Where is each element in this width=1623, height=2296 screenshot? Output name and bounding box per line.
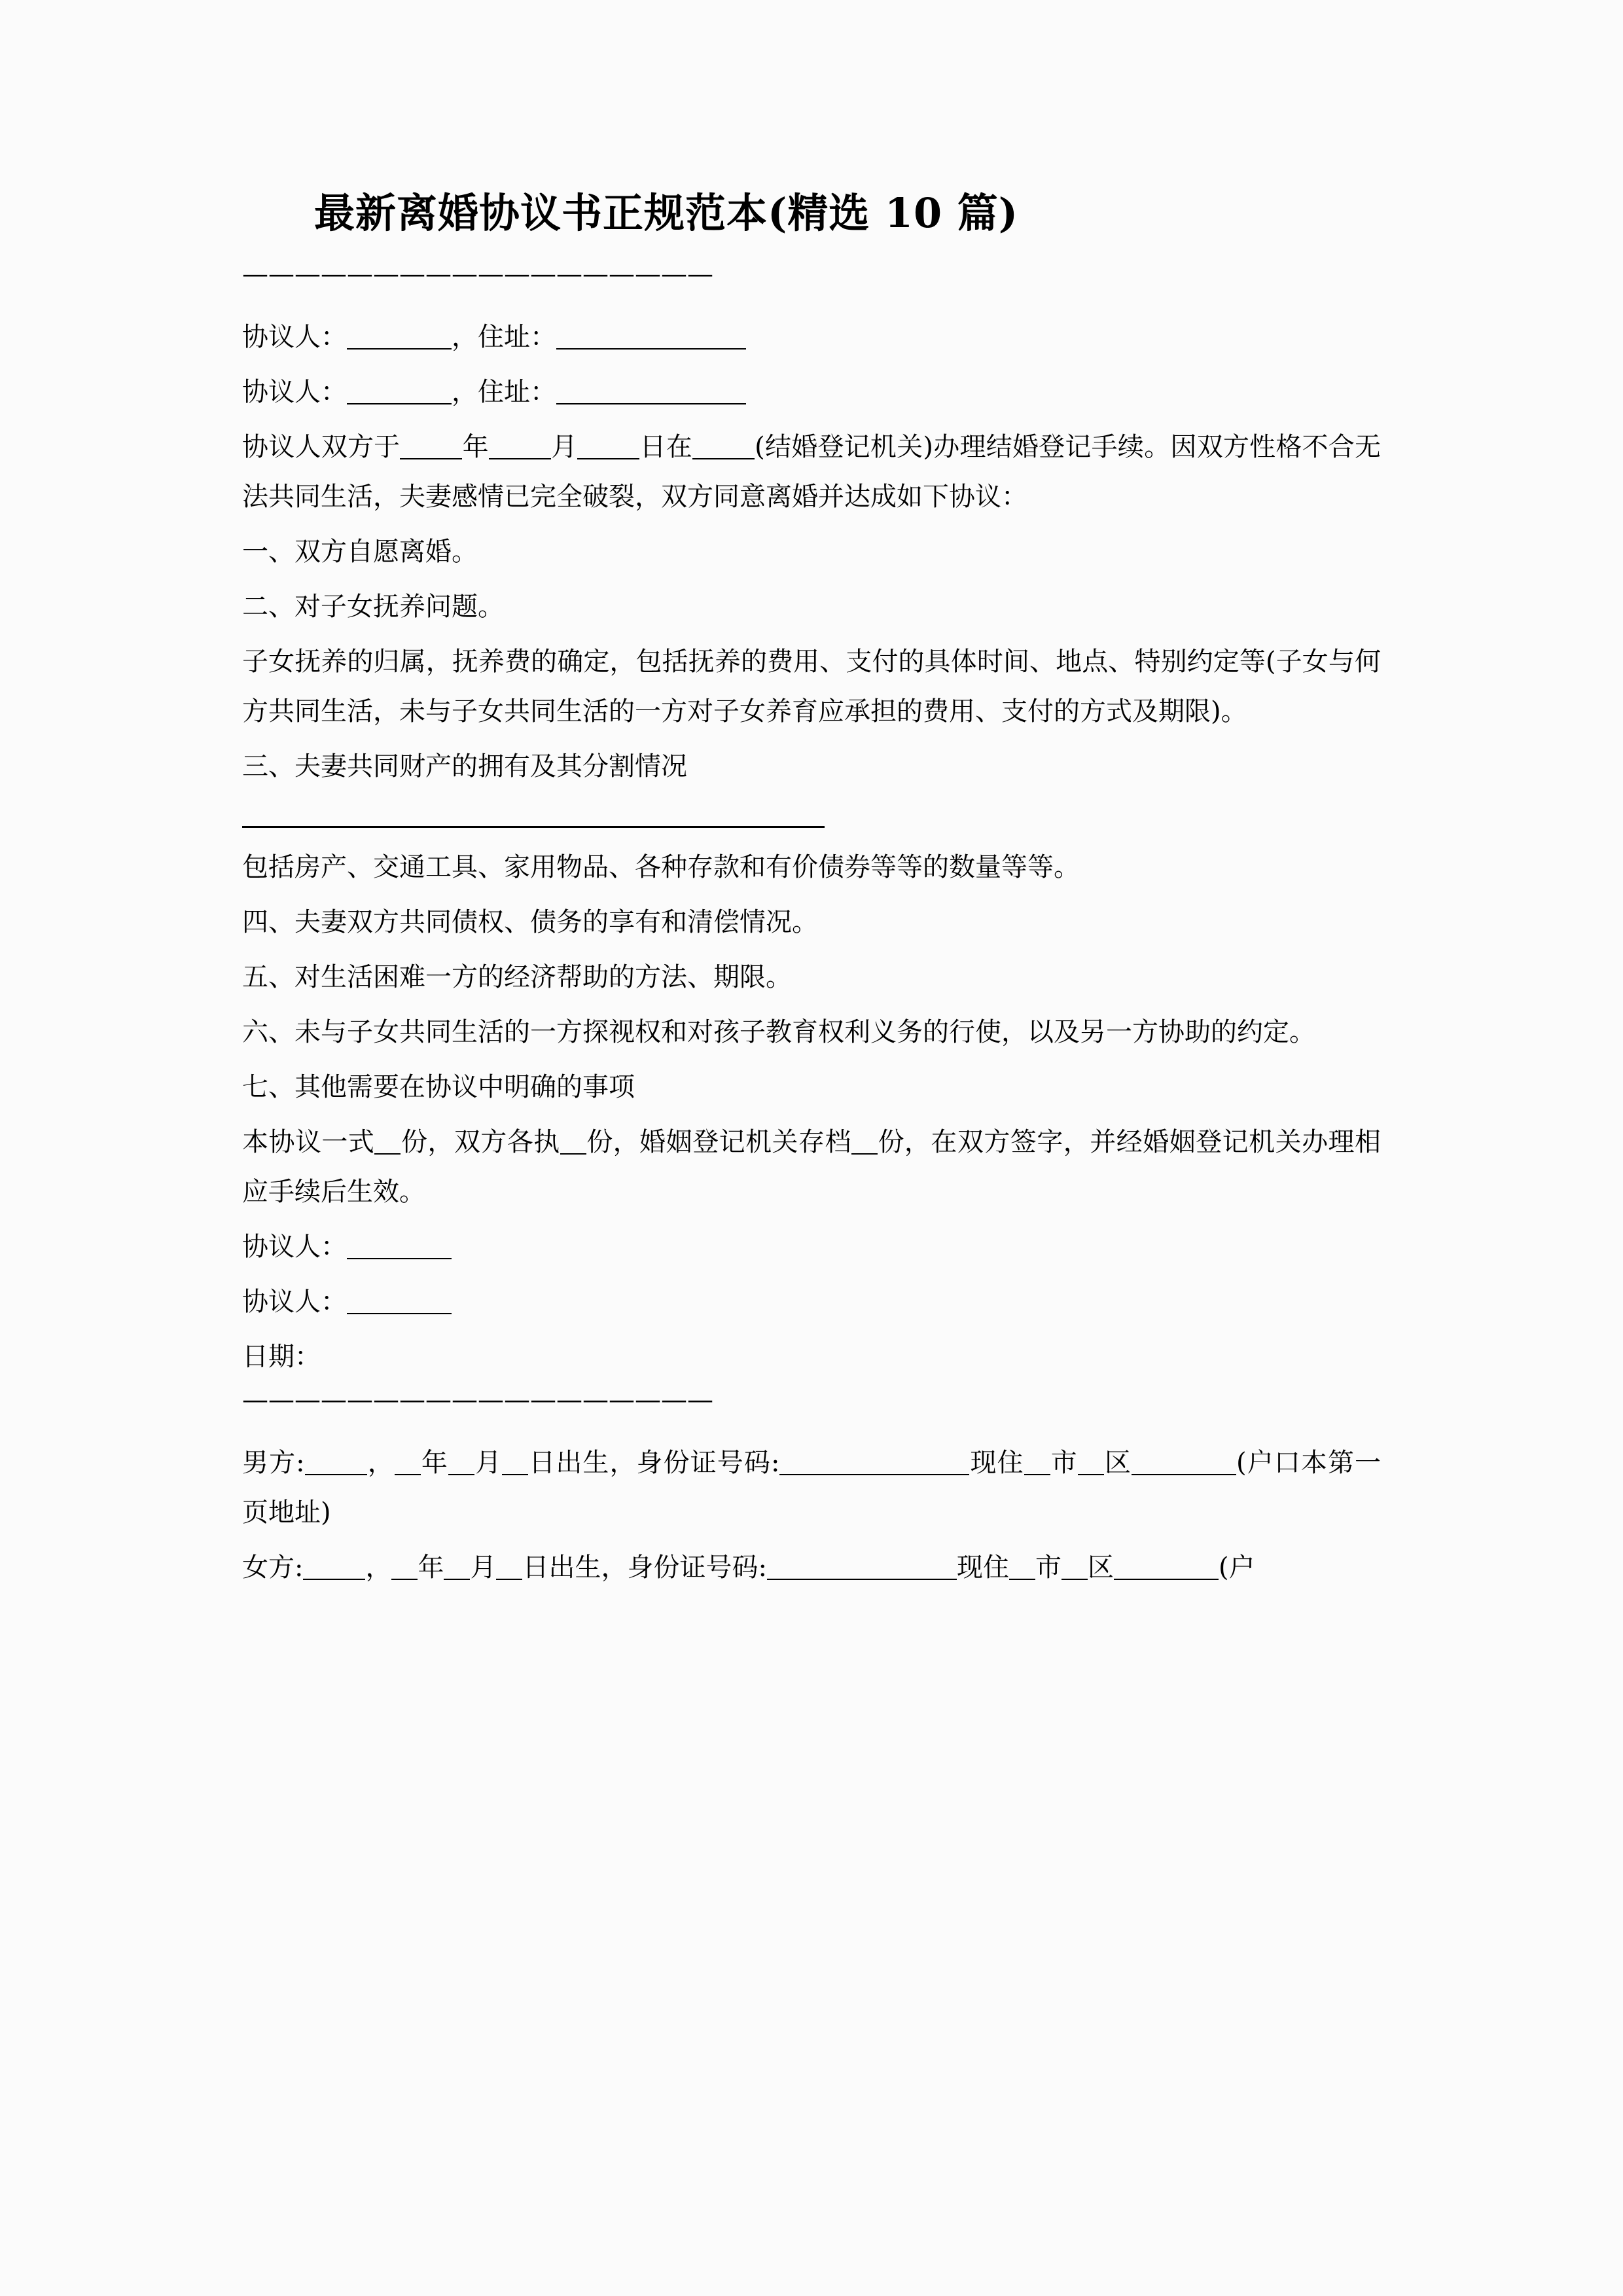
clause-2-detail-text: 子女抚养的归属，抚养费的确定，包括抚养的费用、支付的具体时间、地点、特别约定等(子女与何方共同生活，未与子女共同生活的一方对子女养育应承担的费用、支付的方式及期限)。	[242, 647, 1381, 727]
signer1-label: 协议人：	[242, 1232, 347, 1263]
clause-4-number: 四、	[242, 907, 294, 938]
female-comma: ，	[365, 1552, 392, 1583]
party2-separator: ，住址：	[452, 377, 556, 408]
male-id-number-blank[interactable]	[779, 1454, 969, 1475]
male-identity-line	[242, 1438, 1381, 1537]
male-residence-label: 现住	[969, 1448, 1024, 1479]
intro-month-label: 月	[550, 432, 578, 463]
signature-line-2	[242, 1277, 1381, 1327]
clause-6	[242, 1007, 1381, 1057]
page-title: 最新离婚协议书正规范本(精选 10 篇)	[314, 189, 1019, 237]
female-label: 女方:	[242, 1552, 304, 1583]
female-identity-line	[242, 1543, 1381, 1592]
female-district-label: 区	[1087, 1552, 1114, 1583]
male-note: (户口本第一页地址)	[242, 1448, 1382, 1528]
clause-5-number: 五、	[242, 962, 294, 993]
intro-rest: (结婚登记机关)办理结婚登记手续。因双方性格不合无法共同生活，夫妻感情已完全破裂，双方同意离婚并达成如下协议：	[242, 432, 1382, 512]
clause-3-number: 三、	[242, 751, 294, 782]
clause-1-text: 双方自愿离婚。	[294, 537, 478, 567]
party2-address-blank[interactable]	[556, 384, 746, 404]
female-birth-year-blank[interactable]	[391, 1559, 418, 1580]
party1-label: 协议人：	[242, 322, 347, 353]
clause-1	[242, 527, 1381, 577]
marriage-office-blank[interactable]	[692, 439, 755, 459]
marriage-day-blank[interactable]	[577, 439, 639, 459]
female-note: (户	[1218, 1552, 1255, 1583]
male-comma: ，	[366, 1448, 395, 1479]
female-residence-label: 现住	[956, 1552, 1009, 1583]
clause-3-text: 夫妻共同财产的拥有及其分割情况	[294, 751, 687, 782]
male-month-label: 月	[474, 1448, 503, 1479]
clause-3-detail	[242, 842, 1381, 892]
female-name-blank[interactable]	[303, 1559, 365, 1580]
male-district-blank[interactable]	[1078, 1454, 1104, 1475]
party1-separator: ，住址：	[452, 322, 556, 353]
clause-5	[242, 952, 1381, 1002]
male-birth-day-blank[interactable]	[502, 1454, 528, 1475]
male-city-label: 市	[1050, 1448, 1078, 1479]
male-city-blank[interactable]	[1024, 1454, 1050, 1475]
copies-paragraph	[242, 1117, 1381, 1217]
party1-address-blank[interactable]	[556, 329, 746, 350]
male-address-blank[interactable]	[1132, 1454, 1236, 1475]
male-year-label: 年	[420, 1448, 448, 1479]
party1-name-blank[interactable]	[347, 329, 452, 350]
date-label: 日期：	[242, 1342, 321, 1372]
clause-7	[242, 1062, 1381, 1112]
female-month-label: 月	[470, 1552, 497, 1583]
signature-line-1	[242, 1222, 1381, 1272]
female-year-label: 年	[418, 1552, 444, 1583]
party2-label: 协议人：	[242, 377, 347, 408]
copies-prefix: 本协议一式	[242, 1127, 375, 1158]
marriage-month-blank[interactable]	[489, 439, 551, 459]
clause-6-text: 未与子女共同生活的一方探视权和对孩子教育权利义务的行使，以及另一方协助的约定。	[294, 1017, 1315, 1048]
date-line	[242, 1332, 1381, 1382]
copies-total-blank[interactable]	[374, 1134, 401, 1155]
clause-5-text: 对生活困难一方的经济帮助的方法、期限。	[294, 962, 792, 993]
clause-7-text: 其他需要在协议中明确的事项	[294, 1072, 635, 1103]
divider-bottom: ——————————————————	[242, 1387, 713, 1416]
copies-suffix: 份，在双方签字，并经婚姻登记机关办理相应手续后生效。	[242, 1127, 1382, 1208]
clause-2-text: 对子女抚养问题。	[294, 592, 504, 622]
clause-7-number: 七、	[242, 1072, 294, 1103]
signer2-blank[interactable]	[347, 1293, 452, 1314]
clause-2-number: 二、	[242, 592, 294, 622]
male-name-blank[interactable]	[305, 1454, 367, 1475]
clause-4	[242, 897, 1381, 947]
clause-2	[242, 582, 1381, 632]
male-label: 男方:	[242, 1448, 305, 1479]
male-birth-year-blank[interactable]	[395, 1454, 421, 1475]
male-district-label: 区	[1103, 1448, 1132, 1479]
party-line-2	[242, 367, 1381, 417]
divider-top: ——————————————————	[242, 261, 713, 290]
signer2-label: 协议人：	[242, 1287, 347, 1318]
marriage-year-blank[interactable]	[400, 439, 462, 459]
clause-4-text: 夫妻双方共同债权、债务的享有和清偿情况。	[294, 907, 818, 938]
signer1-blank[interactable]	[347, 1238, 452, 1259]
intro-year-label: 年	[462, 432, 489, 463]
party2-name-blank[interactable]	[347, 384, 452, 404]
female-birth-month-blank[interactable]	[444, 1559, 470, 1580]
intro-prefix: 协议人双方于	[242, 432, 401, 463]
copies-each-blank[interactable]	[560, 1134, 586, 1155]
intro-day-label: 日在	[639, 432, 693, 463]
male-day-label: 日出生，身份证号码:	[528, 1448, 780, 1479]
clause-6-number: 六、	[242, 1017, 294, 1048]
male-birth-month-blank[interactable]	[448, 1454, 474, 1475]
clause-1-number: 一、	[242, 537, 294, 567]
copies-mid-2: 份，婚姻登记机关存档	[586, 1127, 851, 1158]
female-city-label: 市	[1035, 1552, 1061, 1583]
copies-archive-blank[interactable]	[851, 1134, 878, 1155]
clause-2-detail	[242, 637, 1381, 736]
female-day-label: 日出生，身份证号码:	[522, 1552, 767, 1583]
female-city-blank[interactable]	[1009, 1559, 1035, 1580]
copies-mid-1: 份，双方各执	[401, 1127, 560, 1158]
female-address-blank[interactable]	[1114, 1559, 1219, 1580]
female-id-number-blank[interactable]	[767, 1559, 957, 1580]
female-birth-day-blank[interactable]	[496, 1559, 522, 1580]
clause-3-detail-text: 包括房产、交通工具、家用物品、各种存款和有价债券等等的数量等等。	[242, 852, 1080, 883]
marriage-registration-paragraph	[242, 422, 1381, 522]
party-line-1	[242, 312, 1381, 362]
property-fill-line[interactable]	[242, 793, 1381, 842]
female-district-blank[interactable]	[1061, 1559, 1088, 1580]
clause-3	[242, 742, 1381, 791]
